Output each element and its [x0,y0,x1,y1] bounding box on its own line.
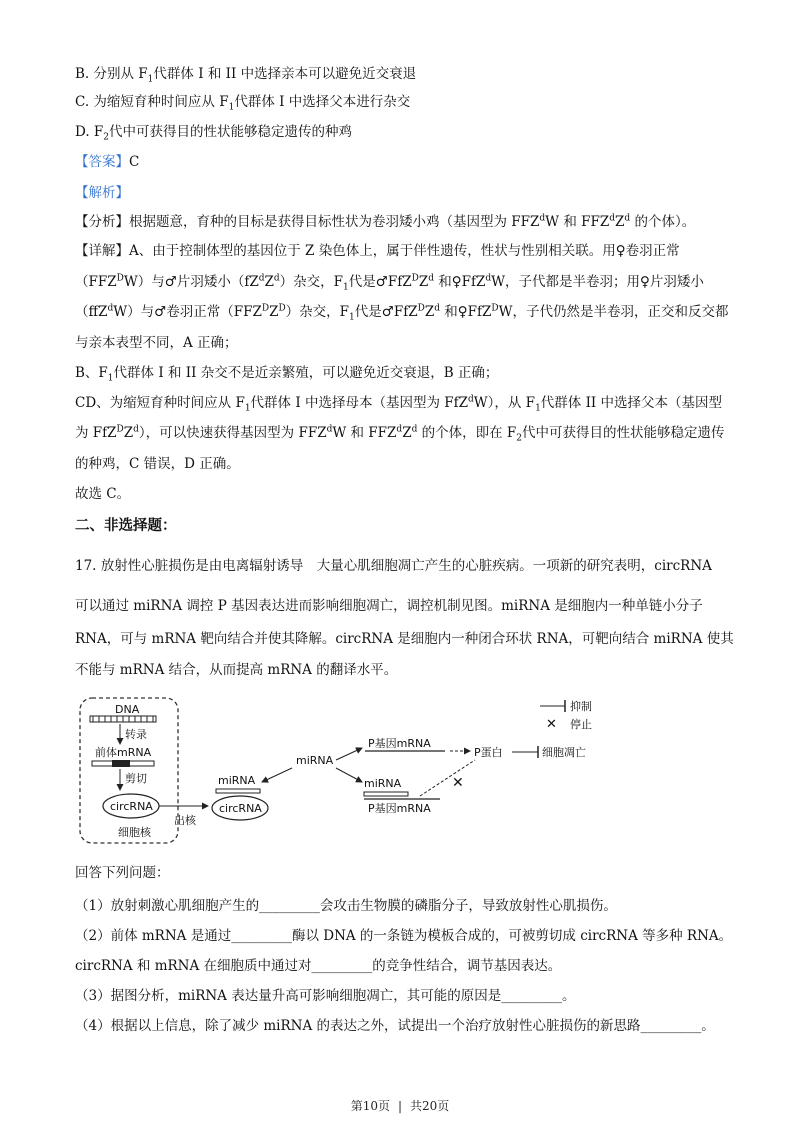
analysis-line-7: 为 $FfZ^DZ^d$），可以快速获得基因型为 FFZ$^d$W 和 $FFZ^dZ^d$ 的个体，即在 $F_2$代中可获得目的性状能够稳定遗传 [75,424,725,444]
legend-stop-icon: ✕ [546,717,557,732]
p-mrna-top-label: P基因mRNA [368,737,431,750]
mirna-bound-label: miRNA [218,774,256,787]
dna-label: DNA [115,703,140,716]
cut-label: 剪切 [125,772,147,785]
question-4: （4）根据以上信息，除了减少 miRNA 的表达之外，试提出一个治疗放射性心脏损伤的新思路_________。 [75,1018,715,1034]
q17-line-2: 可以通过 miRNA 调控 P 基因表达进而影响细胞凋亡，调控机制见图。miRNA 是细胞内一种单链小分子 [75,598,703,614]
question-2a: （2）前体 mRNA 是通过_________酶以 DNA 的一条链为模板合成的，可被剪切成 circRNA 等多种 RNA。 [75,928,733,944]
export-label: 出核 [174,814,196,827]
transcribe-label: 转录 [125,728,147,741]
option-c: C. 为缩短育种时间应从 $F_1$代群体 I 中选择父本进行杂交 [75,94,411,113]
analysis-fenxi: 【分析】根据题意，育种的目标是获得目标性状为卷羽矮小鸡（基因型为 FFZ$^d$W 和 $FFZ^dZ^d$ 的个体）。 [75,213,696,230]
pre-mrna-label: 前体mRNA [95,746,152,759]
apoptosis-label: 细胞凋亡 [542,746,586,759]
analysis-line-3: （ffZ$^d$W）与♂卷羽正常$(FFZ^DZ^D)$杂交，$F_1$代是$♂FfZ^DZ^d$ 和♀FfZ$^D$W，子代仍然是半卷羽，正交和反交都 [75,303,729,323]
option-d: D. $F_2$代中可获得目的性状能够稳定遗传的种鸡 [75,124,353,143]
mirna-center-label: miRNA [296,754,334,767]
svg-text:circRNA: circRNA [110,800,153,813]
q17-line-4: 不能与 mRNA 结合，从而提高 mRNA 的翻译水平。 [75,662,398,678]
page-footer: 第10页 | 共20页 [350,1099,450,1113]
questions-intro: 回答下列问题： [75,865,170,881]
question-1: （1）放射刺激心肌细胞产生的_________会攻击生物膜的磷脂分子，导致放射性心肌损伤。 [75,898,617,914]
analysis-conclusion: 故选 C。 [75,486,131,502]
legend-stop: 停止 [570,718,592,731]
p-mrna-bottom-label: P基因mRNA [368,802,431,815]
analysis-line-1: 【详解】A、由于控制体型的基因位于 Z 染色体上，属于伴性遗传，性状与性别相关联。用♀卷羽正常 [75,243,680,259]
analysis-label: 【解析】 [75,185,129,201]
question-3: （3）据图分析，miRNA 表达量升高可影响细胞凋亡，其可能的原因是_________。 [75,988,576,1004]
answer-label: 【答案】 [75,154,129,170]
page-total: 共20页 [410,1099,450,1113]
analysis-line-8: 的种鸡，C 错误，D 正确。 [75,456,240,472]
nucleus-label: 细胞核 [118,826,151,839]
q17-line-1: 17. 放射性心脏损伤是由电离辐射诱导 大量心肌细胞凋亡产生的心脏疾病。一项新的研究表明，circRNA [75,558,712,574]
stop-mark-icon: ✕ [452,775,464,791]
analysis-line-2: $(FFZ^DW)$与♂片羽矮小$(fZ^dZ^d)$杂交，$F_1$代是$♂FfZ^DZ^d$ 和♀FfZ$^d$W，子代都是半卷羽；用♀片羽矮小 [75,273,704,293]
page-number: 第10页 [350,1099,390,1113]
p-protein-label: P蛋白 [474,746,503,759]
analysis-line-6: CD、为缩短育种时间应从 $F_1$代群体 I 中选择母本（基因型为 FfZ$^d$W），从 $F_1$代群体 II 中选择父本（基因型 [75,394,723,414]
question-2b: circRNA 和 mRNA 在细胞质中通过对_________的竞争性结合，调节基因表达。 [75,958,562,974]
analysis-line-4: 与亲本表型不同，A 正确； [75,335,238,351]
analysis-line-5: B、$F_1$代群体 I 和 II 杂交不是近亲繁殖，可以避免近交衰退，B 正确； [75,365,499,384]
section-title: 二、非选择题： [75,517,177,534]
q17-line-3: RNA，可与 mRNA 靶向结合并使其降解。circRNA 是细胞内一种闭合环状 RNA，可靶向结合 miRNA 使其 [75,631,734,647]
answer-value: C [129,154,140,170]
option-b: B. 分别从 $F_1$代群体 I 和 II 中选择亲本可以避免近交衰退 [75,66,417,85]
legend-inhibit: 抑制 [570,700,592,713]
svg-text:circRNA: circRNA [219,802,262,815]
mirna-bottom-label: miRNA [364,777,402,790]
